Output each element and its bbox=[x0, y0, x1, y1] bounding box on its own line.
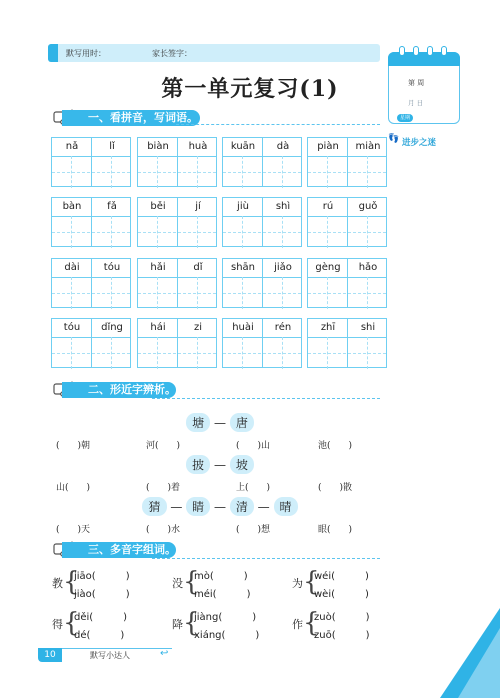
grid-line bbox=[242, 216, 243, 248]
pinyin-text: hǎi bbox=[150, 262, 166, 273]
grid-line bbox=[282, 156, 283, 188]
header-bar-tab bbox=[48, 44, 58, 62]
pinyin-writing-box[interactable] bbox=[222, 197, 302, 247]
pinyin-text: bàn bbox=[62, 201, 82, 212]
grid-line bbox=[282, 216, 283, 248]
separator: — bbox=[170, 500, 183, 514]
brace-icon: { bbox=[63, 608, 80, 638]
pinyin-text: kuān bbox=[230, 141, 256, 152]
grid-line bbox=[367, 337, 368, 369]
grid-line bbox=[91, 198, 92, 246]
pinyin-text: hái bbox=[150, 322, 166, 333]
page-number: 10 bbox=[38, 648, 62, 662]
pinyin-text: huà bbox=[188, 141, 208, 152]
grid-line bbox=[71, 216, 72, 248]
polyphonic-char: 教 bbox=[52, 577, 63, 590]
reading-blank[interactable]: wèi( ) bbox=[314, 589, 369, 600]
reading-blank[interactable]: jiāo( ) bbox=[74, 571, 130, 582]
calendar-ring-icon bbox=[399, 46, 405, 56]
section3-heading: 三、多音字组词。 bbox=[62, 542, 176, 558]
pinyin-text: hǎo bbox=[358, 262, 378, 273]
polyphonic-char: 得 bbox=[52, 618, 63, 631]
grid-line bbox=[52, 353, 130, 354]
pinyin-text: piàn bbox=[317, 141, 339, 152]
pinyin-writing-box[interactable] bbox=[137, 258, 217, 308]
pinyin-text: zi bbox=[193, 322, 203, 333]
pinyin-writing-box[interactable] bbox=[137, 197, 217, 247]
char: 塘 bbox=[186, 413, 210, 432]
grid-line bbox=[52, 293, 130, 294]
grid-line bbox=[138, 172, 216, 173]
fill-blank[interactable]: ( )天 bbox=[56, 525, 91, 535]
pinyin-text: nǎ bbox=[65, 141, 79, 152]
char: 唐 bbox=[230, 413, 254, 432]
pinyin-text: guǒ bbox=[358, 201, 378, 212]
pinyin-text: jiù bbox=[237, 201, 249, 212]
pinyin-text: běi bbox=[150, 201, 166, 212]
grid-line bbox=[91, 319, 92, 367]
char: 坡 bbox=[230, 455, 254, 474]
pinyin-writing-box[interactable] bbox=[51, 258, 131, 308]
grid-line bbox=[327, 337, 328, 369]
fill-blank[interactable]: ( )水 bbox=[146, 525, 181, 535]
grid-line bbox=[111, 156, 112, 188]
reading-blank[interactable]: mò( ) bbox=[194, 571, 248, 582]
reading-blank[interactable]: xiáng( ) bbox=[194, 630, 260, 641]
grid-line bbox=[197, 337, 198, 369]
grid-line bbox=[262, 319, 263, 367]
section2-divider bbox=[152, 398, 380, 399]
brace-icon: { bbox=[63, 567, 80, 597]
char-pair-3 bbox=[135, 497, 305, 516]
pinyin-text: shi bbox=[360, 322, 376, 333]
fill-blank[interactable]: ( )朝 bbox=[56, 441, 91, 451]
reading-blank[interactable]: jiào( ) bbox=[74, 589, 130, 600]
time-label: 默写用时： bbox=[66, 49, 106, 58]
grid-line bbox=[157, 277, 158, 309]
grid-line bbox=[157, 216, 158, 248]
pinyin-writing-box[interactable] bbox=[51, 197, 131, 247]
reading-blank[interactable]: zuò( ) bbox=[314, 612, 370, 623]
page-title: 第一单元复习(1) bbox=[161, 76, 339, 102]
grid-line bbox=[223, 232, 301, 233]
grid-line bbox=[177, 259, 178, 307]
pinyin-writing-box[interactable] bbox=[307, 318, 387, 368]
grid-line bbox=[223, 293, 301, 294]
grid-line bbox=[91, 138, 92, 186]
brace-icon: { bbox=[183, 608, 200, 638]
grid-line bbox=[367, 277, 368, 309]
reading-blank[interactable]: zuō( ) bbox=[314, 630, 370, 641]
pinyin-text: jiǎo bbox=[274, 262, 292, 273]
separator: — bbox=[257, 500, 270, 514]
pinyin-text: rú bbox=[322, 201, 334, 212]
char: 清 bbox=[230, 497, 254, 516]
grid-line bbox=[282, 277, 283, 309]
grid-line bbox=[111, 277, 112, 309]
grid-line bbox=[111, 337, 112, 369]
fill-blank[interactable]: 河( ) bbox=[146, 441, 181, 451]
polyphonic-char: 降 bbox=[172, 618, 183, 631]
pinyin-text: tóu bbox=[63, 322, 81, 333]
grid-line bbox=[91, 259, 92, 307]
polyphonic-char: 作 bbox=[292, 618, 303, 631]
grid-line bbox=[71, 337, 72, 369]
pinyin-text: lǐ bbox=[109, 141, 115, 152]
section1-heading: 一、看拼音，写词语。 bbox=[62, 110, 200, 126]
footprint-icon: 👣 bbox=[388, 134, 400, 144]
corner-decoration bbox=[440, 608, 500, 698]
pinyin-writing-box[interactable] bbox=[222, 137, 302, 187]
pinyin-text: miàn bbox=[355, 141, 381, 152]
pinyin-writing-box[interactable] bbox=[307, 137, 387, 187]
return-arrow-icon: ↩ bbox=[160, 648, 169, 659]
polyphonic-char: 没 bbox=[172, 577, 183, 590]
pinyin-writing-box[interactable] bbox=[137, 137, 217, 187]
grid-line bbox=[347, 198, 348, 246]
pinyin-text: fǎ bbox=[107, 201, 117, 212]
char: 猜 bbox=[142, 497, 166, 516]
char-pair-1 bbox=[175, 413, 265, 432]
pinyin-text: dài bbox=[64, 262, 80, 273]
pinyin-text: rén bbox=[274, 322, 292, 333]
separator: — bbox=[214, 416, 226, 430]
grid-line bbox=[157, 337, 158, 369]
pinyin-text: shì bbox=[275, 201, 291, 212]
pinyin-text: dǐng bbox=[101, 322, 123, 333]
progress-label: 进步之迷 bbox=[402, 138, 437, 148]
grid-line bbox=[327, 277, 328, 309]
brace-icon: { bbox=[303, 567, 320, 597]
pinyin-writing-box[interactable] bbox=[307, 258, 387, 308]
fill-blank[interactable]: ( )散 bbox=[318, 483, 353, 493]
grid-line bbox=[177, 138, 178, 186]
section2-heading: 二、形近字辨析。 bbox=[62, 382, 176, 398]
grid-line bbox=[367, 216, 368, 248]
grid-line bbox=[157, 156, 158, 188]
footer-label: 默写小达人 bbox=[90, 651, 130, 660]
fill-blank[interactable]: 山( ) bbox=[56, 483, 91, 493]
calendar-week: 第 周 bbox=[408, 79, 425, 87]
grid-line bbox=[197, 216, 198, 248]
pinyin-text: zhī bbox=[320, 322, 336, 333]
grid-line bbox=[197, 277, 198, 309]
reading-blank[interactable]: méi( ) bbox=[194, 589, 251, 600]
grid-line bbox=[242, 337, 243, 369]
grid-line bbox=[177, 198, 178, 246]
reading-blank[interactable]: jiàng( ) bbox=[194, 612, 257, 623]
reading-blank[interactable]: wéi( ) bbox=[314, 571, 369, 582]
grid-line bbox=[138, 353, 216, 354]
calendar-ring-icon bbox=[413, 46, 419, 56]
pinyin-text: dà bbox=[276, 141, 290, 152]
grid-line bbox=[223, 353, 301, 354]
calendar-ring-icon bbox=[441, 46, 447, 56]
grid-line bbox=[347, 319, 348, 367]
grid-line bbox=[138, 232, 216, 233]
reading-blank[interactable]: dé( ) bbox=[74, 630, 125, 641]
polyphonic-char: 为 bbox=[292, 577, 303, 590]
grid-line bbox=[347, 259, 348, 307]
pinyin-text: gèng bbox=[315, 262, 341, 273]
char: 晴 bbox=[274, 497, 298, 516]
grid-line bbox=[308, 232, 386, 233]
calendar-date: 月 日 bbox=[408, 99, 424, 107]
pinyin-writing-box[interactable] bbox=[51, 137, 131, 187]
pinyin-text: shān bbox=[230, 262, 255, 273]
grid-line bbox=[327, 216, 328, 248]
pinyin-text: tóu bbox=[103, 262, 121, 273]
pinyin-text: dǐ bbox=[193, 262, 203, 273]
grid-line bbox=[197, 156, 198, 188]
brace-icon: { bbox=[303, 608, 320, 638]
grid-line bbox=[262, 259, 263, 307]
pinyin-text: jí bbox=[195, 201, 201, 212]
grid-line bbox=[282, 337, 283, 369]
grid-line bbox=[262, 198, 263, 246]
grid-line bbox=[262, 138, 263, 186]
calendar-ring-icon bbox=[427, 46, 433, 56]
separator: — bbox=[214, 500, 226, 514]
char-pair-2 bbox=[175, 455, 265, 474]
pinyin-writing-box[interactable] bbox=[137, 318, 217, 368]
reading-blank[interactable]: děi( ) bbox=[74, 612, 128, 623]
pinyin-writing-box[interactable] bbox=[307, 197, 387, 247]
grid-line bbox=[52, 232, 130, 233]
grid-line bbox=[138, 293, 216, 294]
grid-line bbox=[71, 277, 72, 309]
separator: — bbox=[214, 458, 226, 472]
fill-blank[interactable]: 池( ) bbox=[318, 441, 353, 451]
fill-blank[interactable]: ( )山 bbox=[236, 441, 271, 451]
fill-blank[interactable]: ( )着 bbox=[146, 483, 181, 493]
pinyin-writing-box[interactable] bbox=[222, 318, 302, 368]
pinyin-writing-box[interactable] bbox=[51, 318, 131, 368]
grid-line bbox=[111, 216, 112, 248]
grid-line bbox=[242, 277, 243, 309]
grid-line bbox=[223, 172, 301, 173]
grid-line bbox=[177, 319, 178, 367]
grid-line bbox=[308, 293, 386, 294]
grid-line bbox=[347, 138, 348, 186]
grid-line bbox=[308, 353, 386, 354]
char: 披 bbox=[186, 455, 210, 474]
grid-line bbox=[308, 172, 386, 173]
pinyin-text: biàn bbox=[147, 141, 169, 152]
calendar-badge: 星期 bbox=[397, 114, 413, 122]
pinyin-text: huài bbox=[232, 322, 254, 333]
grid-line bbox=[52, 172, 130, 173]
brace-icon: { bbox=[183, 567, 200, 597]
grid-line bbox=[367, 156, 368, 188]
fill-blank[interactable]: 眼( ) bbox=[318, 525, 353, 535]
parent-signature-label: 家长签字： bbox=[152, 49, 192, 58]
fill-blank[interactable]: 上( ) bbox=[236, 483, 271, 493]
char: 睛 bbox=[186, 497, 210, 516]
grid-line bbox=[71, 156, 72, 188]
section3-divider bbox=[152, 558, 380, 559]
section1-divider bbox=[176, 124, 380, 125]
fill-blank[interactable]: ( )想 bbox=[236, 525, 271, 535]
pinyin-writing-box[interactable] bbox=[222, 258, 302, 308]
grid-line bbox=[327, 156, 328, 188]
grid-line bbox=[242, 156, 243, 188]
